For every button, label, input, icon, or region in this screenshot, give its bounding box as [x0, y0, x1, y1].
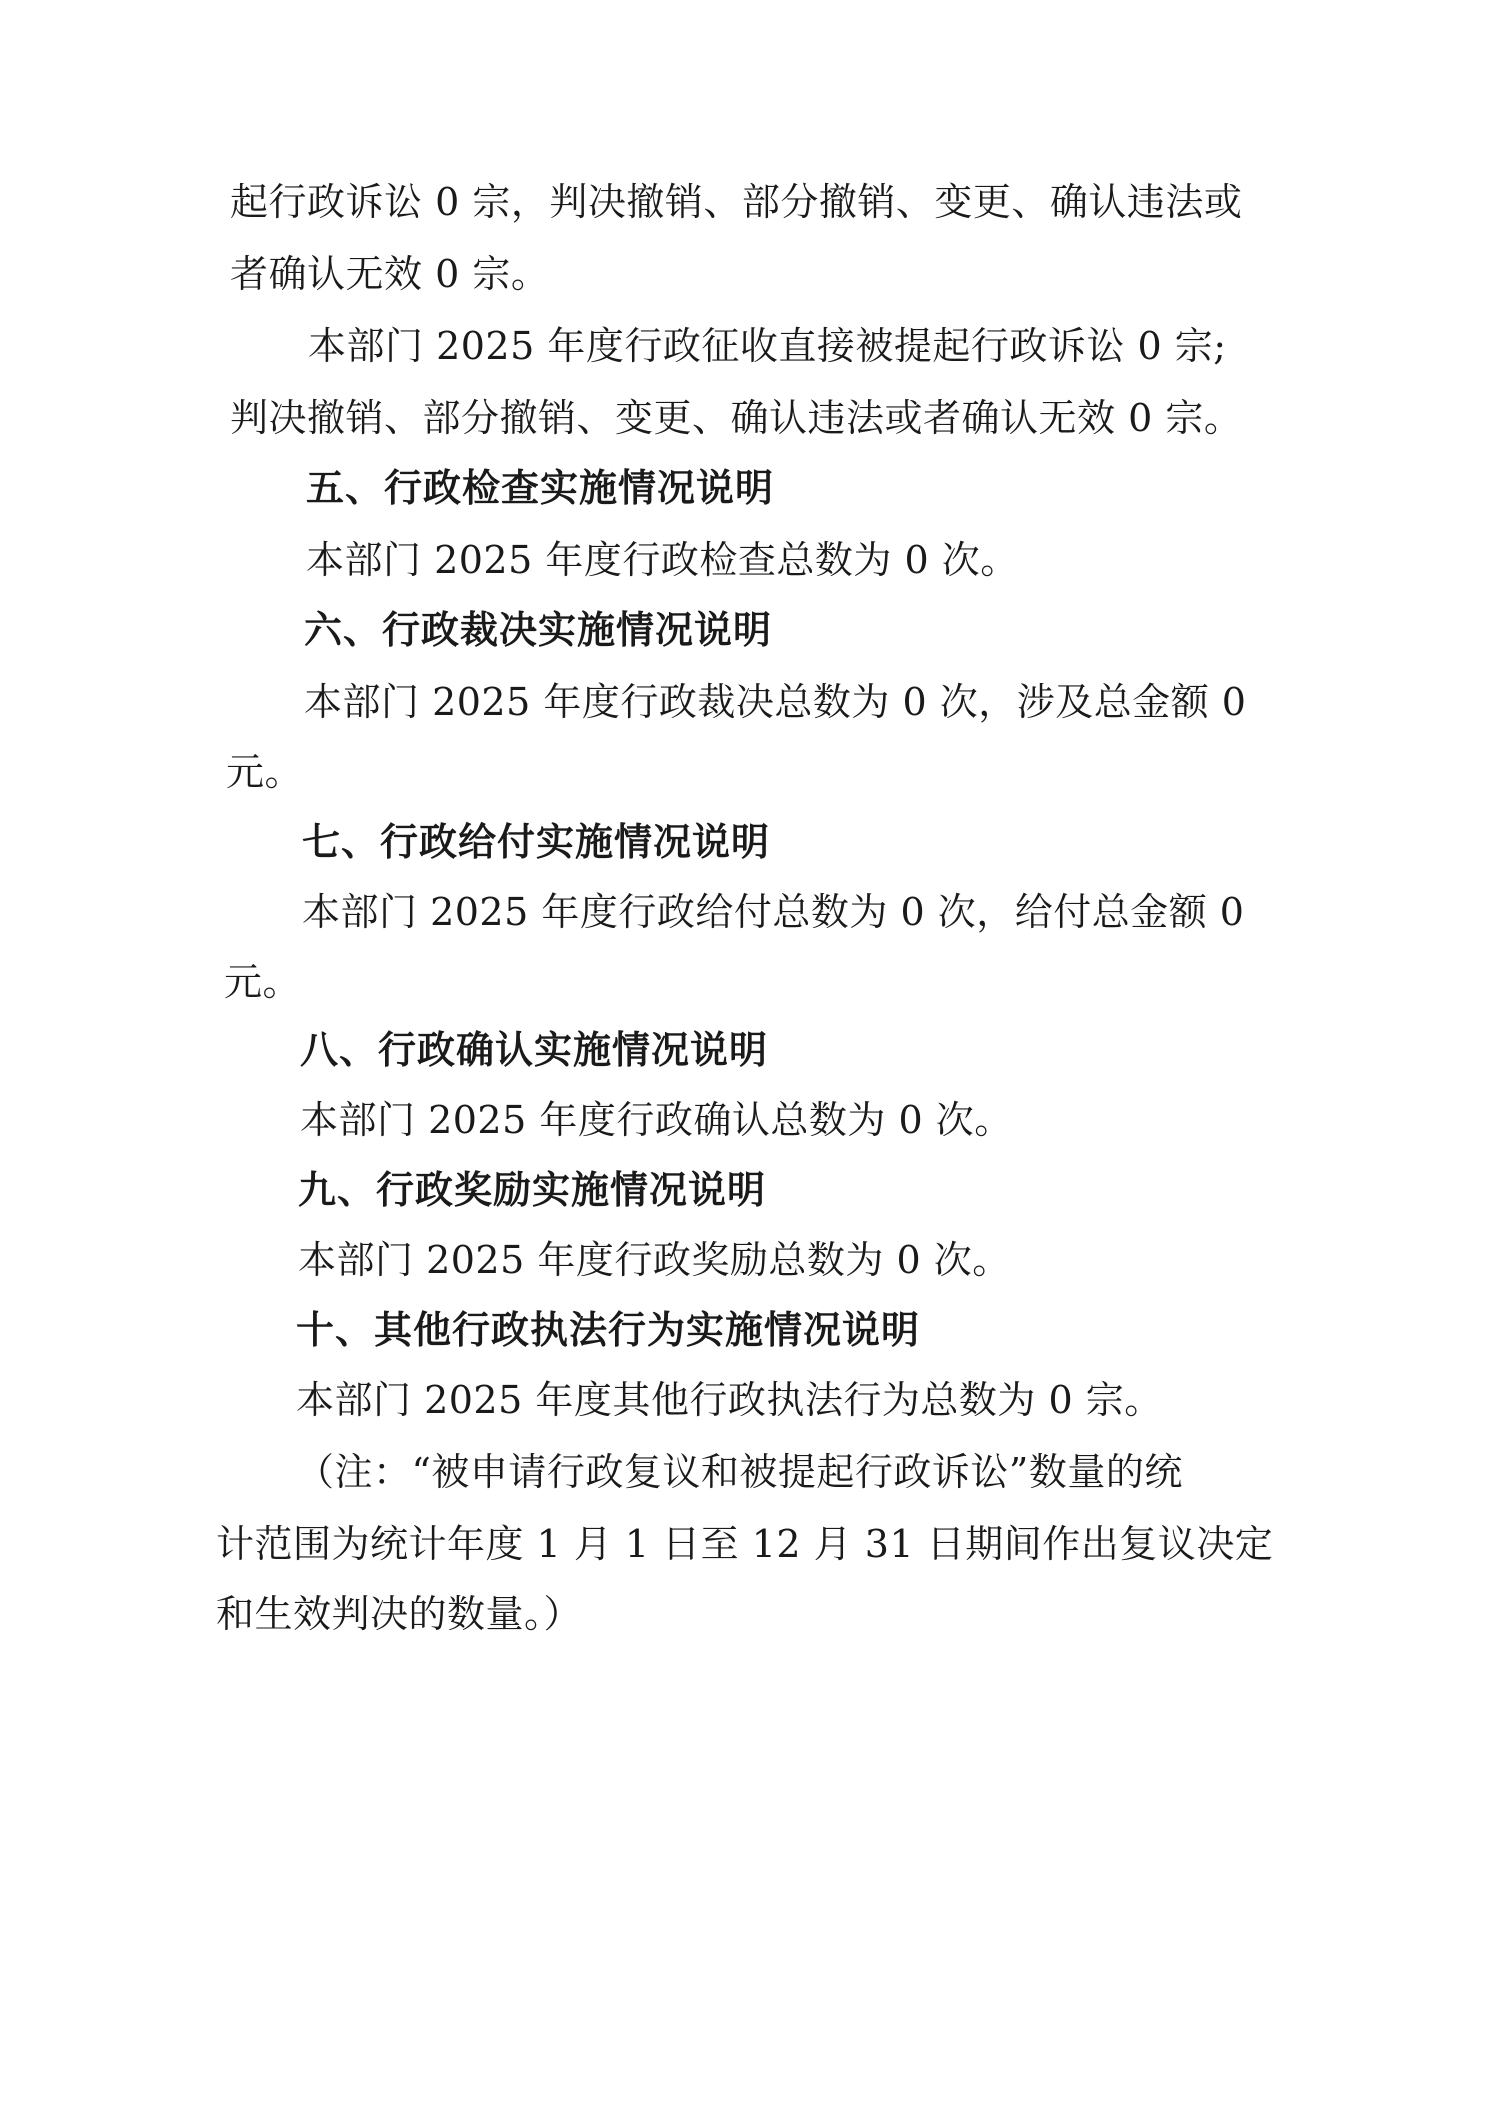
paragraph-line: 本部门 2025 年度行政裁决总数为 0 次，涉及总金额 0 — [304, 680, 1247, 724]
paragraph-line: 本部门 2025 年度行政给付总数为 0 次，给付总金额 0 — [302, 890, 1245, 934]
paragraph-line: 元。 — [226, 750, 304, 794]
section-heading-5: 五、行政检查实施情况说明 — [306, 466, 775, 510]
paragraph-line: 者确认无效 0 宗。 — [230, 252, 550, 296]
paragraph-line: 本部门 2025 年度行政征收直接被提起行政诉讼 0 宗; — [308, 324, 1227, 368]
note-line: （注：“被申请行政复议和被提起行政诉讼”数量的统 — [296, 1450, 1183, 1494]
section-heading-10: 十、其他行政执法行为实施情况说明 — [296, 1308, 921, 1352]
paragraph-line: 本部门 2025 年度行政检查总数为 0 次。 — [306, 538, 1019, 582]
paragraph-line: 本部门 2025 年度行政确认总数为 0 次。 — [300, 1098, 1013, 1142]
section-heading-9: 九、行政奖励实施情况说明 — [298, 1168, 767, 1212]
paragraph-line: 本部门 2025 年度行政奖励总数为 0 次。 — [298, 1238, 1011, 1282]
paragraph-line: 本部门 2025 年度其他行政执法行为总数为 0 宗。 — [296, 1378, 1163, 1422]
paragraph-line: 判决撤销、部分撤销、变更、确认违法或者确认无效 0 宗。 — [230, 396, 1243, 440]
section-heading-6: 六、行政裁决实施情况说明 — [304, 608, 773, 652]
section-heading-8: 八、行政确认实施情况说明 — [300, 1028, 769, 1072]
note-line: 和生效判决的数量。） — [216, 1592, 583, 1636]
note-line: 计范围为统计年度 1 月 1 日至 12 月 31 日期间作出复议决定 — [216, 1522, 1274, 1566]
paragraph-line: 元。 — [224, 960, 302, 1004]
paragraph-line: 起行政诉讼 0 宗，判决撤销、部分撤销、变更、确认违法或 — [230, 180, 1243, 224]
section-heading-7: 七、行政给付实施情况说明 — [302, 820, 771, 864]
